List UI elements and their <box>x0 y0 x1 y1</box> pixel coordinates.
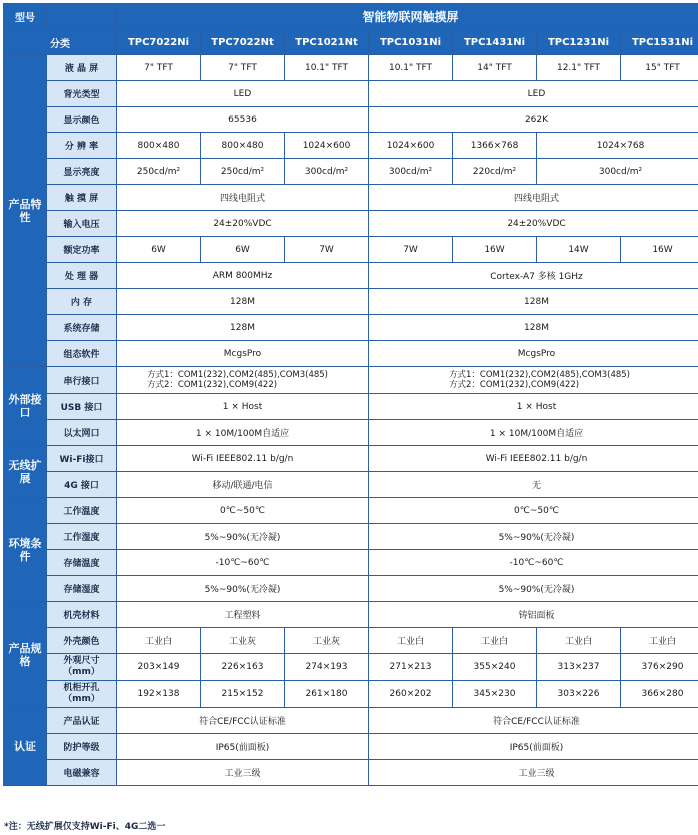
table-row <box>4 446 698 471</box>
table-row <box>4 55 698 80</box>
row-label: 工作湿度 <box>47 524 116 549</box>
cell: 128M <box>117 315 368 340</box>
cell: 0℃~50℃ <box>369 498 698 523</box>
category-wireless: 无线扩展 <box>4 446 46 497</box>
row-label: 输入电压 <box>47 211 116 236</box>
cell: 65536 <box>117 107 368 132</box>
cell: Cortex-A7 多核 1GHz <box>369 263 698 288</box>
cell: McgsPro <box>117 341 368 366</box>
category-env: 环境条件 <box>4 498 46 601</box>
cell: 四线电阻式 <box>117 185 368 210</box>
model-tpc1431ni: TPC1431Ni <box>453 30 536 54</box>
row-label: 系统存储 <box>47 315 116 340</box>
cell: 0℃~50℃ <box>117 498 368 523</box>
table-row <box>4 211 698 236</box>
cell: IP65(前面板) <box>369 734 698 759</box>
cell: 5%~90%(无冷凝) <box>117 576 368 601</box>
cell: 1 × Host <box>369 394 698 419</box>
table-row <box>4 734 698 759</box>
row-label: 液 晶 屏 <box>47 55 116 80</box>
row-label: 内 存 <box>47 289 116 314</box>
row-label: 机壳材料 <box>47 602 116 627</box>
cell: 15" TFT <box>621 55 698 80</box>
row-label: 组态软件 <box>47 341 116 366</box>
cell: -10℃~60℃ <box>369 550 698 575</box>
table-row <box>4 133 698 158</box>
row-label: 4G 接口 <box>47 472 116 497</box>
cell: 192×138 <box>117 681 200 707</box>
cell: McgsPro <box>369 341 698 366</box>
row-label: 存储温度 <box>47 550 116 575</box>
table-row <box>4 107 698 132</box>
cell: 工业白 <box>453 628 536 653</box>
cell: 工业白 <box>117 628 200 653</box>
cell: 271×213 <box>369 654 452 680</box>
cell: 345×230 <box>453 681 536 707</box>
cell: 7W <box>285 237 368 262</box>
cell: 1024×600 <box>369 133 452 158</box>
cell: 128M <box>369 289 698 314</box>
cell: 1 × 10M/100M自适应 <box>369 420 698 445</box>
table-row <box>4 394 698 419</box>
cell: 7W <box>369 237 452 262</box>
cell: 工业灰 <box>201 628 284 653</box>
cell: 203×149 <box>117 654 200 680</box>
type-label: 型号 <box>4 4 46 29</box>
cell: LED <box>369 81 698 106</box>
model-tpc1031ni: TPC1031Ni <box>369 30 452 54</box>
cell: 6W <box>201 237 284 262</box>
row-label: 背光类型 <box>47 81 116 106</box>
row-label: 产品认证 <box>47 708 116 733</box>
cell: 800×480 <box>117 133 200 158</box>
model-row <box>4 30 698 54</box>
table-row <box>4 550 698 575</box>
cell: 1024×600 <box>285 133 368 158</box>
row-label: 显示颜色 <box>47 107 116 132</box>
table-row <box>4 760 698 785</box>
row-label: 电磁兼容 <box>47 760 116 785</box>
table-row <box>4 159 698 184</box>
cell: 261×180 <box>285 681 368 707</box>
table-row <box>4 263 698 288</box>
row-label: 串行接口 <box>47 367 116 393</box>
cell <box>117 367 368 393</box>
serial-mode-2: 方式2：COM1(232),COM9(422) <box>449 380 580 390</box>
table-row <box>4 81 698 106</box>
table-row <box>4 367 698 393</box>
category-product: 产品特性 <box>4 55 46 366</box>
cell: 220cd/m² <box>453 159 536 184</box>
table-row <box>4 237 698 262</box>
serial-mode-1: 方式1：COM1(232),COM2(485),COM3(485) <box>147 370 328 380</box>
row-label-line: 机柜开孔 <box>63 683 100 693</box>
cell: 12.1" TFT <box>537 55 620 80</box>
cell: 工业灰 <box>285 628 368 653</box>
row-label: 显示亮度 <box>47 159 116 184</box>
cell: 226×163 <box>201 654 284 680</box>
footnote: *注：无线扩展仅支持Wi-Fi、4G二选一 <box>4 822 166 832</box>
cell: 260×202 <box>369 681 452 707</box>
cell: 1366×768 <box>453 133 536 158</box>
table-row <box>4 576 698 601</box>
cell: 工业白 <box>621 628 698 653</box>
row-label: 工作温度 <box>47 498 116 523</box>
serial-mode-2: 方式2：COM1(232),COM9(422) <box>147 380 278 390</box>
row-label: 处 理 器 <box>47 263 116 288</box>
cell: 250cd/m² <box>201 159 284 184</box>
row-label-unit: （mm） <box>63 667 100 677</box>
cell: 5%~90%(无冷凝) <box>369 524 698 549</box>
cell: 6W <box>117 237 200 262</box>
cell: 符合CE/FCC认证标准 <box>369 708 698 733</box>
table-row <box>4 289 698 314</box>
category-cert: 认证 <box>4 708 46 785</box>
category-interface: 外部接口 <box>4 367 46 445</box>
cell: 300cd/m² <box>537 159 698 184</box>
cell: 24±20%VDC <box>117 211 368 236</box>
table-row <box>4 628 698 653</box>
cell: 移动/联通/电信 <box>117 472 368 497</box>
cell: 5%~90%(无冷凝) <box>369 576 698 601</box>
category-label: 分类 <box>4 30 116 54</box>
cell: 1024×768 <box>537 133 698 158</box>
cell: 5%~90%(无冷凝) <box>117 524 368 549</box>
table-row <box>4 472 698 497</box>
row-label: 存储湿度 <box>47 576 116 601</box>
cell: 14" TFT <box>453 55 536 80</box>
cell: 工业三级 <box>117 760 368 785</box>
cell: 300cd/m² <box>369 159 452 184</box>
cell: 工业三级 <box>369 760 698 785</box>
cell: LED <box>117 81 368 106</box>
table-row <box>4 420 698 445</box>
row-label: 以太网口 <box>47 420 116 445</box>
cell: Wi-Fi IEEE802.11 b/g/n <box>369 446 698 471</box>
cell: 7" TFT <box>117 55 200 80</box>
cell: 313×237 <box>537 654 620 680</box>
cell: 10.1" TFT <box>369 55 452 80</box>
model-tpc1231ni: TPC1231Ni <box>537 30 620 54</box>
cell: Wi-Fi IEEE802.11 b/g/n <box>117 446 368 471</box>
cell: 1 × Host <box>117 394 368 419</box>
row-label: 外壳颜色 <box>47 628 116 653</box>
row-label: Wi-Fi接口 <box>47 446 116 471</box>
cell: 10.1" TFT <box>285 55 368 80</box>
table-row <box>4 341 698 366</box>
table-row <box>4 708 698 733</box>
cell: 16W <box>621 237 698 262</box>
cell: 800×480 <box>201 133 284 158</box>
row-label: USB 接口 <box>47 394 116 419</box>
cell: 215×152 <box>201 681 284 707</box>
cell: 工业白 <box>537 628 620 653</box>
model-tpc1531ni: TPC1531Ni <box>621 30 698 54</box>
table-title: 智能物联网触摸屏 <box>117 4 698 29</box>
row-label: 分 辨 率 <box>47 133 116 158</box>
cell: -10℃~60℃ <box>117 550 368 575</box>
row-label-unit: （mm） <box>63 694 100 704</box>
row-label: 额定功率 <box>47 237 116 262</box>
table-row <box>4 524 698 549</box>
cell: 303×226 <box>537 681 620 707</box>
cell: 24±20%VDC <box>369 211 698 236</box>
model-tpc7022nt: TPC7022Nt <box>201 30 284 54</box>
cell: 工业白 <box>369 628 452 653</box>
table-row <box>4 602 698 627</box>
cell: 工程塑料 <box>117 602 368 627</box>
cell: 376×290 <box>621 654 698 680</box>
cell: 250cd/m² <box>117 159 200 184</box>
cell: 四线电阻式 <box>369 185 698 210</box>
cell: 14W <box>537 237 620 262</box>
cell: 300cd/m² <box>285 159 368 184</box>
cell: 274×193 <box>285 654 368 680</box>
cell <box>369 367 698 393</box>
category-spec: 产品规格 <box>4 602 46 707</box>
table-row <box>4 654 698 680</box>
table-row <box>4 315 698 340</box>
model-tpc7022ni: TPC7022Ni <box>117 30 200 54</box>
model-tpc1021nt: TPC1021Nt <box>285 30 368 54</box>
cell: 16W <box>453 237 536 262</box>
table-row <box>4 185 698 210</box>
cell: 128M <box>117 289 368 314</box>
table-row <box>4 681 698 707</box>
cell: 262K <box>369 107 698 132</box>
cell: 无 <box>369 472 698 497</box>
spec-table <box>3 3 698 786</box>
cell: 128M <box>369 315 698 340</box>
row-label: 防护等级 <box>47 734 116 759</box>
cell: 355×240 <box>453 654 536 680</box>
row-label <box>47 681 116 707</box>
table-row <box>4 498 698 523</box>
cell: ARM 800MHz <box>117 263 368 288</box>
row-label <box>47 654 116 680</box>
cell: 366×280 <box>621 681 698 707</box>
row-label: 触 摸 屏 <box>47 185 116 210</box>
cell: 铸铝面板 <box>369 602 698 627</box>
cell: IP65(前面板) <box>117 734 368 759</box>
cell: 1 × 10M/100M自适应 <box>117 420 368 445</box>
serial-mode-1: 方式1：COM1(232),COM2(485),COM3(485) <box>449 370 630 380</box>
row-label-line: 外观尺寸 <box>63 656 100 666</box>
cell: 7" TFT <box>201 55 284 80</box>
cell: 符合CE/FCC认证标准 <box>117 708 368 733</box>
